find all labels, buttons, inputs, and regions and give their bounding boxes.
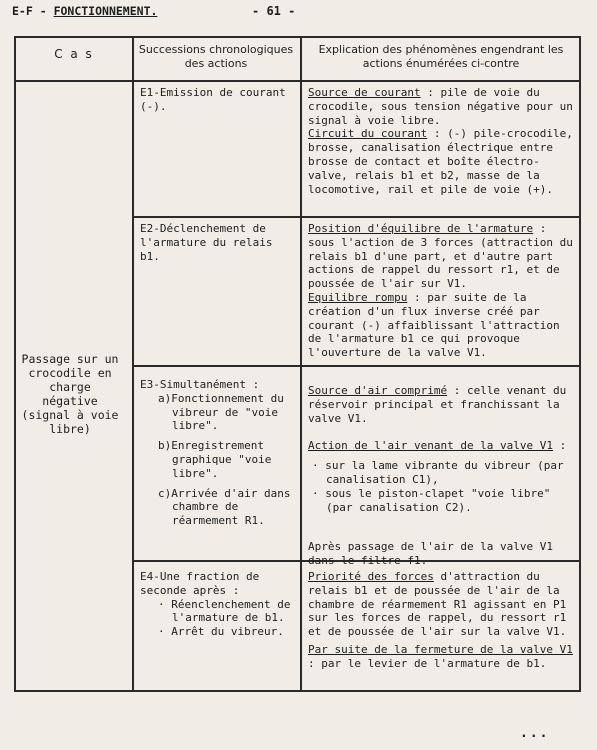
explanation-paragraph: Priorité des forces d'attraction du relais b1 et de poussée de l'air de la chambre de réarmement R1 agissant en P1 sur les forces de rappel, du ressort r1 et de poussée de l'air sur la valve V1. (308, 570, 567, 639)
column-header-successions: Successions chronologiques des actions (138, 43, 294, 70)
action-e4 (140, 570, 296, 639)
row-divider (132, 365, 579, 367)
bullet-item: · sur la lame vibrante du vibreur (par canalisation C1), (312, 459, 564, 486)
action-intro: E3-Simultanément : (140, 378, 260, 391)
explanation-paragraph: Après passage de l'air de la valve V1 dans le filtre f1. (308, 540, 554, 568)
continuation-dots: ... (520, 726, 550, 741)
page-number: - 61 - (252, 4, 296, 18)
explanation-paragraph: Action de l'air venant de la valve V1 : (308, 439, 567, 453)
sub-action: · Arrêt du vibreur. (158, 625, 284, 639)
row-divider (132, 216, 579, 218)
section-header: E-F - FONCTIONNEMENT. (12, 4, 158, 18)
sub-action: a)Fonctionnement du vibreur de "voie libre". (158, 391, 284, 433)
explanation-paragraph: Source de courant : pile de voie du crocodile, sous tension négative pour un signal à voie libre. (308, 86, 573, 127)
sub-action: · Réenclenchement de l'armature de b1. (158, 597, 291, 625)
column-header-cas: C a s (54, 47, 94, 61)
header-divider (16, 80, 579, 82)
explanation-e3 (308, 384, 576, 568)
action-e1: E1-Emission de courant (-). (140, 86, 286, 113)
explanation-paragraph: Equilibre rompu : par suite de la création d'un flux inverse créé par courant (-) affaiblissant l'attraction de l'armature b1 ce qui provoque l'ouverture de la valve V1. (308, 290, 560, 360)
sub-action: b)Enregistrement graphique "voie libre". (158, 439, 272, 480)
action-e2: E2-Déclenchement de l'armature du relais b1. (140, 222, 273, 263)
explanation-paragraph: Position d'équilibre de l'armature : sous l'action de 3 forces (attraction du relais b1 d'une part, et d'autre part actions de rappel du ressort r1, et de poussée de l'air sur V1. (308, 222, 573, 291)
action-e3 (140, 378, 296, 528)
explanation-e1 (308, 86, 576, 196)
explanation-e2 (308, 222, 576, 360)
explanation-e4 (308, 570, 576, 671)
explanation-paragraph: Par suite de la fermeture de la valve V1 : par le levier de l'armature de b1. (308, 642, 573, 670)
bullet-item: · sous le piston-clapet "voie libre" (par canalisation C2). (312, 486, 551, 514)
explanation-paragraph: Circuit du courant : (-) pile-crocodile, brosse, canalisation électrique entre brosse de contact et boîte électro-valve, relais b1 et b2, masse de la locomotive, rail et pile de voie (+). (308, 127, 573, 196)
explanation-paragraph: Source d'air comprimé : celle venant du réservoir principal et franchissant la valve V1. (308, 384, 567, 425)
column-header-explication: Explication des phénomènes engendrant les actions énumérées ci-contre (318, 43, 564, 70)
action-intro: E4-Une fraction de seconde après : (140, 570, 260, 597)
column-divider (132, 38, 134, 690)
sub-action: c)Arrivée d'air dans chambre de réarmement R1. (158, 486, 291, 528)
cas-description: Passage sur un crocodile en charge négative (signal à voie libre) (21, 352, 119, 436)
phenomena-table (14, 36, 581, 692)
section-title: FONCTIONNEMENT. (53, 4, 158, 18)
column-divider (300, 38, 302, 690)
